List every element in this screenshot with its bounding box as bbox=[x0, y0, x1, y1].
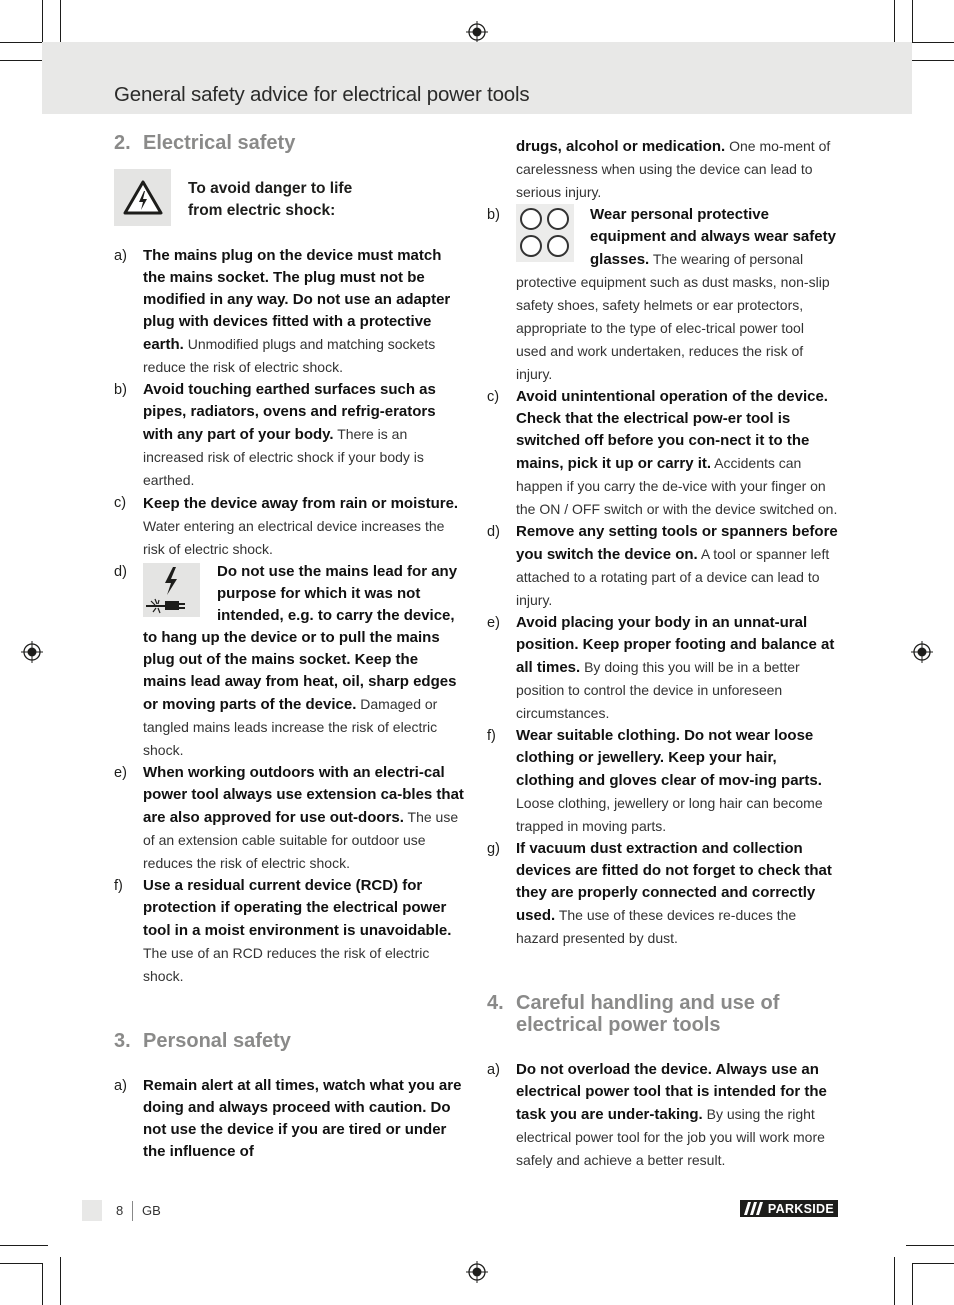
instruction-text: By using the right electrical power tool for the job you will work more safely and achieve a better result. bbox=[516, 1106, 825, 1168]
list-label: e) bbox=[114, 765, 127, 781]
section-heading-personal bbox=[114, 1030, 464, 1052]
section-number: 2. bbox=[114, 132, 131, 154]
list-label: b) bbox=[487, 207, 500, 223]
list-item bbox=[487, 1059, 838, 1172]
list-item bbox=[487, 612, 838, 725]
list-label: b) bbox=[114, 382, 127, 398]
list-item bbox=[487, 386, 838, 521]
safety-glasses-icon bbox=[520, 235, 542, 257]
instruction-text: The use of an extension cable suitable for outdoor use reduces the risk of electric shock. bbox=[143, 809, 459, 871]
crop-mark bbox=[894, 0, 895, 48]
crop-mark bbox=[906, 60, 954, 61]
instruction-bold: When working outdoors with an electri-cal power tool always use extension ca-bles that are also approved for use out-doors. bbox=[143, 764, 464, 826]
list-item bbox=[114, 561, 464, 762]
section-title: Electrical safety bbox=[143, 132, 296, 154]
crop-mark bbox=[0, 1245, 48, 1246]
instruction-text: By doing this you will be in a better position to control the device in unforeseen circumstances. bbox=[516, 659, 800, 721]
instruction-bold: If vacuum dust extraction and collection devices are fitted do not forget to check that they are properly connected and correctly used. bbox=[516, 840, 832, 924]
registration-mark-icon bbox=[21, 641, 43, 663]
instruction-bold: Avoid placing your body in an unnat-ural position. Keep proper footing and balance at all times. bbox=[516, 614, 835, 676]
instruction-bold: drugs, alcohol or medication. bbox=[516, 138, 726, 155]
crop-mark bbox=[912, 42, 954, 43]
list-item bbox=[114, 492, 464, 561]
footer-tab bbox=[82, 1200, 102, 1221]
list-label: c) bbox=[487, 389, 500, 405]
brand-logo bbox=[740, 1200, 838, 1217]
list-label: a) bbox=[487, 1062, 500, 1078]
section-heading-careful bbox=[487, 992, 838, 1036]
crop-mark bbox=[912, 0, 913, 42]
registration-mark-icon bbox=[466, 21, 488, 43]
instruction-bold: Avoid touching earthed surfaces such as pipes, radiators, ovens and refrig-erators with any part of your body. bbox=[143, 381, 436, 443]
instruction-text: A tool or spanner left attached to a rotating part of a device can lead to injury. bbox=[516, 546, 830, 608]
crop-mark bbox=[0, 42, 42, 43]
brand-stripes-icon bbox=[744, 1202, 764, 1215]
instruction-bold: Wear suitable clothing. Do not wear loose clothing or jewellery. Keep your hair, clothing and gloves clear of mov-ing parts. bbox=[516, 727, 822, 789]
list-item bbox=[487, 725, 838, 838]
face-mask-icon bbox=[520, 208, 542, 230]
list-label: e) bbox=[487, 615, 500, 631]
page-number: 8 bbox=[116, 1203, 124, 1218]
section-title: electrical power tools bbox=[516, 1014, 721, 1036]
warning-line: from electric shock: bbox=[188, 202, 336, 219]
list-item bbox=[487, 838, 838, 950]
instruction-text: The use of these devices re-duces the hazard presented by dust. bbox=[516, 907, 797, 946]
list-label: d) bbox=[114, 564, 127, 580]
electric-hazard-warning-icon bbox=[114, 169, 171, 226]
list-label: f) bbox=[114, 878, 123, 894]
protective-equipment-icon bbox=[516, 204, 574, 262]
section-heading-electrical bbox=[114, 132, 464, 154]
crop-mark bbox=[912, 1263, 954, 1264]
instruction-bold: Remain alert at all times, watch what you are doing and always proceed with caution. Do not use the device if you are tired or under the influence of bbox=[143, 1077, 462, 1160]
instruction-text: Water entering an electrical device increases the risk of electric shock. bbox=[143, 518, 445, 557]
list-item bbox=[487, 521, 838, 612]
right-column bbox=[487, 128, 838, 1172]
crop-mark bbox=[60, 0, 61, 48]
instruction-text: Unmodified plugs and matching sockets reduce the risk of electric shock. bbox=[143, 336, 436, 375]
registration-mark-icon bbox=[466, 1261, 488, 1283]
list-item bbox=[114, 875, 464, 988]
language-code: GB bbox=[142, 1203, 161, 1218]
danger-warning-text bbox=[188, 169, 352, 222]
list-label: a) bbox=[114, 248, 127, 264]
instruction-text: Accidents can happen if you carry the de-vice with your finger on the ON / OFF switch or with the device switched on. bbox=[516, 455, 838, 517]
crop-mark bbox=[42, 0, 43, 42]
instruction-text: The wearing of personal protective equipment such as dust masks, non-slip safety shoes, safety helmets or ear protectors, appropriate to the type of elec-trical power tool used and work undertaken, reduces the risk of injury. bbox=[516, 251, 830, 382]
list-label: c) bbox=[114, 495, 127, 511]
instruction-text: Damaged or tangled mains leads increase the risk of electric shock. bbox=[143, 696, 438, 758]
page-title: General safety advice for electrical power tools bbox=[114, 83, 530, 106]
section-title: Careful handling and use of bbox=[516, 992, 780, 1014]
instruction-bold: Use a residual current device (RCD) for protection if operating the electrical power tool in a moist environment is unavoidable. bbox=[143, 877, 452, 939]
instruction-bold: Do not use the mains lead for any purpose for which it was not intended, e.g. to carry the device, to hang up the device or to pull the mains plug out of the mains socket. Keep the mains lead away from heat, oil, sharp edges or moving parts of the device. bbox=[143, 563, 458, 713]
list-label: d) bbox=[487, 524, 500, 540]
warning-line: To avoid danger to life bbox=[188, 180, 353, 197]
crop-mark bbox=[912, 1263, 913, 1305]
instruction-bold: Keep the device away from rain or moisture. bbox=[143, 495, 459, 512]
list-item bbox=[487, 204, 838, 386]
list-item bbox=[114, 1075, 464, 1163]
list-item-continuation bbox=[487, 135, 838, 204]
instruction-bold: Do not overload the device. Always use an electrical power tool that is intended for the task you are under-taking. bbox=[516, 1061, 827, 1123]
list-item bbox=[114, 379, 464, 492]
list-item bbox=[114, 245, 464, 379]
crop-mark bbox=[906, 1245, 954, 1246]
list-label: a) bbox=[114, 1078, 127, 1094]
instruction-text: There is an increased risk of electric shock if your body is earthed. bbox=[143, 426, 424, 488]
crop-mark bbox=[60, 1257, 61, 1305]
ear-protection-icon bbox=[547, 208, 569, 230]
instruction-bold: Wear personal protective equipment and always wear safety glasses. bbox=[590, 206, 836, 268]
list-label: g) bbox=[487, 841, 500, 857]
crop-mark bbox=[894, 1257, 895, 1305]
cable-damage-warning-icon bbox=[143, 563, 200, 617]
left-column bbox=[114, 128, 464, 1163]
list-item bbox=[114, 762, 464, 875]
registration-mark-icon bbox=[911, 641, 933, 663]
brand-name: PARKSIDE bbox=[767, 1201, 834, 1216]
dust-mask-icon bbox=[547, 235, 569, 257]
section-title: Personal safety bbox=[143, 1030, 291, 1052]
crop-mark bbox=[42, 1263, 43, 1305]
instruction-text: The use of an RCD reduces the risk of electric shock. bbox=[143, 945, 430, 984]
list-label: f) bbox=[487, 728, 496, 744]
instruction-text: One mo-ment of carelessness when using the device can lead to serious injury. bbox=[516, 138, 831, 200]
section-number: 4. bbox=[487, 992, 504, 1014]
instruction-bold: The mains plug on the device must match the mains socket. The plug must not be modified in any way. Do not use an adapter plug with devices fitted with a protective earth. bbox=[143, 247, 451, 353]
section-number: 3. bbox=[114, 1030, 131, 1052]
crop-mark bbox=[0, 1263, 42, 1264]
instruction-bold: Avoid unintentional operation of the device. Check that the electrical pow-er tool is switched off before you con-nect it to the mains, pick it up or carry it. bbox=[516, 388, 828, 472]
instruction-bold: Remove any setting tools or spanners before you switch the device on. bbox=[516, 523, 838, 563]
footer-divider bbox=[132, 1201, 133, 1221]
danger-warning-box bbox=[114, 169, 464, 226]
crop-mark bbox=[0, 60, 48, 61]
instruction-text: Loose clothing, jewellery or long hair can become trapped in moving parts. bbox=[516, 795, 823, 834]
